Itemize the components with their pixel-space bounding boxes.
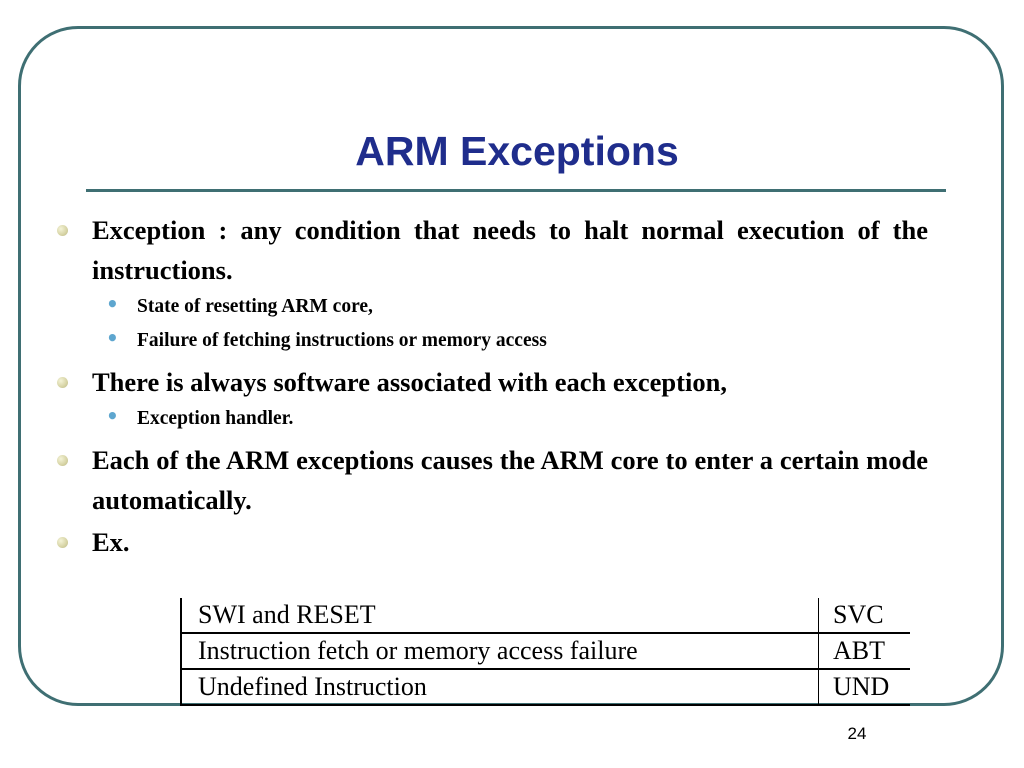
- table-cell-mode: UND: [819, 669, 911, 705]
- bullet-item: [50, 522, 928, 562]
- bullet-item: [50, 362, 928, 402]
- table-row: [181, 669, 910, 705]
- bullet-dot-icon: [57, 225, 68, 236]
- table-cell-mode: SVC: [819, 598, 911, 633]
- bullet-item: [50, 440, 928, 520]
- sub-bullet-dot-icon: •: [106, 292, 119, 316]
- sub-bullet-dot-icon: •: [106, 326, 119, 350]
- bullet-text: There is always software associated with each exception,: [92, 367, 727, 397]
- table-cell-mode: ABT: [819, 633, 911, 669]
- sub-bullet-dot-icon: •: [106, 404, 119, 428]
- exception-mode-table: [180, 598, 910, 706]
- bullet-dot-icon: [57, 377, 68, 388]
- bullet-list: [50, 210, 928, 564]
- table-row: [181, 633, 910, 669]
- sub-bullet-text: Failure of fetching instructions or memory access: [137, 330, 547, 351]
- sub-bullet-item: [50, 294, 928, 320]
- table-cell-exception: SWI and RESET: [181, 598, 819, 633]
- bullet-dot-icon: [57, 537, 68, 548]
- bullet-text: Exception : any condition that needs to halt normal execution of the instructions.: [92, 215, 928, 285]
- bullet-text: Each of the ARM exceptions causes the ARM core to enter a certain mode automatically.: [92, 445, 928, 515]
- table-row: [181, 598, 910, 633]
- title-divider: [86, 189, 946, 192]
- sub-bullet-text: State of resetting ARM core,: [137, 296, 373, 317]
- slide-title: ARM Exceptions: [355, 128, 679, 174]
- sub-bullet-text: Exception handler.: [137, 408, 294, 429]
- bullet-dot-icon: [57, 455, 68, 466]
- page-number: 24: [847, 724, 867, 743]
- table-cell-exception: Undefined Instruction: [181, 669, 819, 705]
- bullet-item: [50, 210, 928, 290]
- table-cell-exception: Instruction fetch or memory access failure: [181, 633, 819, 669]
- bullet-text: Ex.: [92, 527, 130, 557]
- sub-bullet-item: [50, 406, 928, 432]
- sub-bullet-item: [50, 328, 928, 354]
